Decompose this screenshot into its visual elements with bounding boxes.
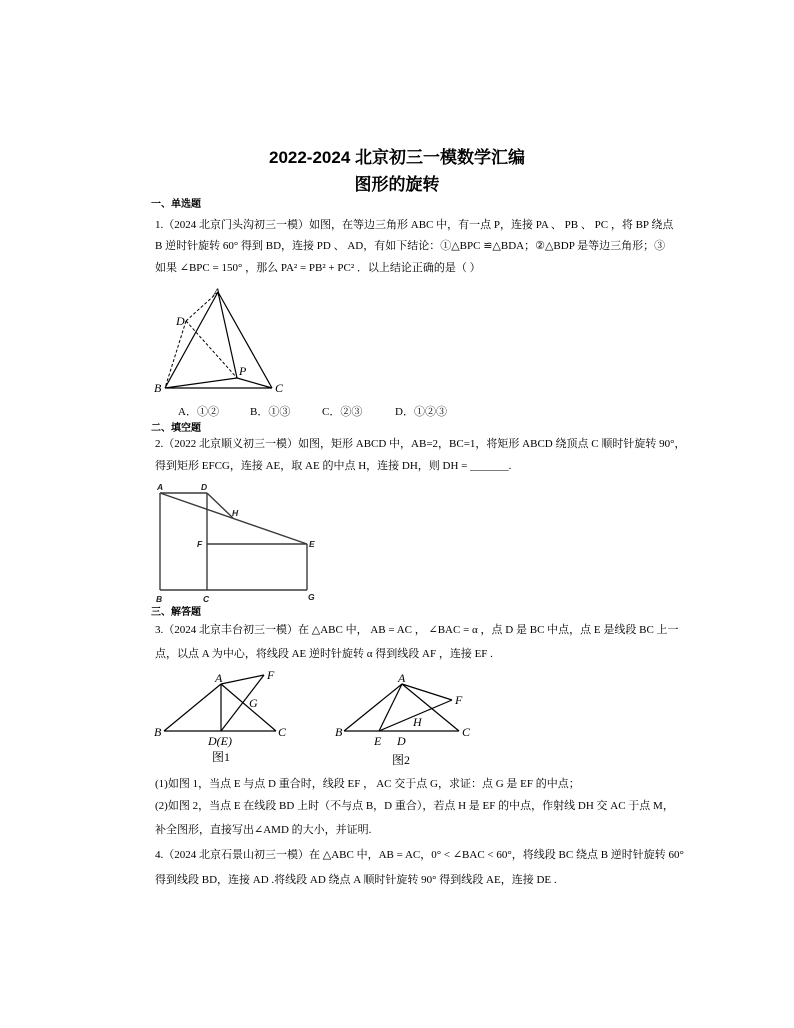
vertex-label-a: A (215, 671, 223, 685)
document-title: 2022-2024 北京初三一模数学汇编 (268, 148, 526, 167)
vertex-label-d: D (397, 734, 406, 748)
segment-af (402, 684, 452, 700)
q3-part-1: (1)如图 1，当点 E 与点 D 重合时，线段 EF ， AC 交于点 G，求证：点 G 是 EF 的中点； (155, 778, 580, 790)
document-subtitle: 图形的旋转 (354, 175, 440, 194)
vertex-label-g: G (249, 696, 258, 710)
q3-part-2-line-2: 补全图形，直接写出∠AMD 的大小，并证明. (155, 824, 372, 836)
q2-line-2: 得到矩形 EFCG，连接 AE，取 AE 的中点 H，连接 DH，则 DH = _______. (155, 460, 512, 472)
vertex-label-h: H (413, 715, 422, 729)
vertex-label-f: F (267, 668, 275, 682)
vertex-label-b: B (156, 594, 163, 604)
segment-ae (160, 493, 307, 544)
q1-line-2: B 逆时针旋转 60° 得到 BD，连接 PD 、 AD，有如下结论：①△BPC ≌△BDA；②△BDP 是等边三角形；③ (155, 240, 666, 252)
segment-ae (379, 684, 402, 731)
section-heading-answer: 三、解答题 (151, 607, 201, 618)
vertex-label-a: A (157, 482, 164, 492)
section-heading-fill-blank: 二、填空题 (151, 423, 201, 434)
segment-ab (164, 684, 221, 731)
q3-part-2-line-1: (2)如图 2，当点 E 在线段 BD 上时（不与点 B，D 重合），若点 H 是 EF 的中点，作射线 DH 交 AC 于点 M， (155, 800, 674, 812)
segment-ab (165, 292, 218, 388)
vertex-label-e: E (309, 539, 315, 549)
vertex-label-f: F (197, 539, 203, 549)
vertex-label-a: A (213, 285, 221, 299)
q1-figure-equilateral-triangle (148, 284, 288, 396)
vertex-label-p: P (239, 364, 247, 378)
vertex-label-h: H (232, 508, 239, 518)
q3-line-1: 3.（2024 北京丰台初三一模）在 △ABC 中， AB = AC ， ∠BAC = α ，点 D 是 BC 中点，点 E 是线段 BC 上一 (155, 624, 679, 636)
vertex-label-c: C (203, 594, 210, 604)
vertex-label-c: C (462, 725, 471, 739)
option-c: C．②③ (322, 406, 363, 418)
vertex-label-g: G (308, 592, 315, 602)
option-b: B．①③ (250, 406, 291, 418)
q2-line-1: 2.（2022 北京顺义初三一模）如图，矩形 ABCD 中，AB=2，BC=1，将矩形 ABCD 绕顶点 C 顺时针旋转 90°， (155, 438, 686, 450)
vertex-label-d-e: D(E) (208, 734, 232, 748)
q4-line-1: 4.（2024 北京石景山初三一模）在 △ABC 中，AB = AC，0° < ∠BAC < 60°，将线段 BC 绕点 B 逆时针旋转 60° (155, 849, 684, 861)
segment-ab (344, 684, 402, 731)
segment-ac (402, 684, 459, 731)
q3-figure-1 (148, 668, 292, 768)
vertex-label-a: A (398, 671, 406, 685)
vertex-label-b: B (154, 725, 162, 739)
figure-caption-1: 图1 (211, 750, 231, 764)
q1-line-3: 如果 ∠BPC = 150° ，那么 PA² = PB² + PC² ．以上结论正确的是（ ） (155, 262, 481, 274)
vertex-label-d: D (176, 314, 185, 328)
segment-pb (165, 378, 237, 388)
q1-line-1: 1.（2024 北京门头沟初三一模）如图，在等边三角形 ABC 中，有一点 P，连接 PA 、 PB 、 PC ，将 BP 绕点 (155, 219, 674, 231)
vertex-label-b: B (335, 725, 343, 739)
vertex-label-c: C (275, 381, 284, 395)
vertex-label-e: E (374, 734, 382, 748)
vertex-label-b: B (154, 381, 162, 395)
dashed-segment-dp (186, 321, 237, 378)
figure-caption-2: 图2 (391, 753, 411, 767)
segment-pa (218, 292, 237, 378)
q2-figure-rotated-rectangles (148, 480, 322, 606)
q4-line-2: 得到线段 BD，连接 AD .将线段 AD 绕点 A 顺时针旋转 90° 得到线段 AE，连接 DE . (155, 874, 557, 886)
q3-line-2: 点，以点 A 为中心，将线段 AE 逆时针旋转 α 得到线段 AF ，连接 EF . (155, 648, 493, 660)
vertex-label-c: C (278, 725, 287, 739)
section-heading-single-choice: 一、单选题 (151, 199, 201, 210)
option-a: A．①② (178, 406, 219, 418)
q3-figure-2 (330, 668, 474, 770)
vertex-label-d: D (201, 482, 208, 492)
vertex-label-f: F (455, 693, 463, 707)
option-d: D．①②③ (395, 406, 447, 418)
